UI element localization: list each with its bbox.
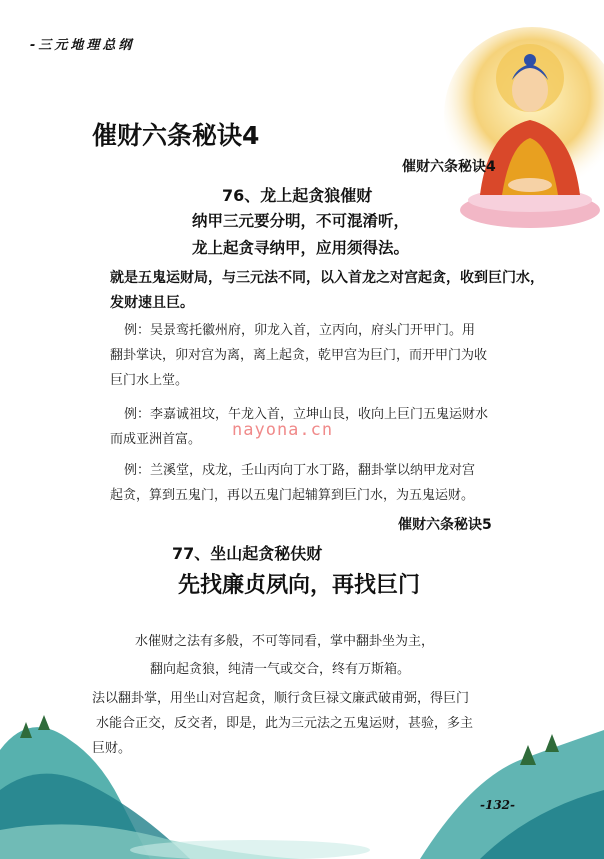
- subtitle-right-1: 催财六条秘诀4: [402, 159, 496, 175]
- section-76-verse-line-2: 龙上起贪寻纳甲，应用须得法。: [192, 239, 410, 257]
- example-3: [110, 458, 570, 508]
- example-2: [110, 402, 570, 452]
- example-1: [110, 318, 570, 393]
- section-77-verse-line-2: 翻向起贪狼，纯清一气或交合，终有万斯箱。: [150, 662, 411, 677]
- buddha-illustration: [440, 20, 604, 235]
- watermark: nayona.cn: [232, 420, 334, 440]
- section-76-heading: 76、龙上起贪狼催财: [222, 186, 373, 205]
- section-77-heading: 77、坐山起贪秘伕财: [172, 544, 323, 563]
- example-3-line-2: 起贪，算到五鬼门，再以五鬼门起辅算到巨门水，为五鬼运财。: [110, 488, 475, 503]
- section-76-paragraph: 就是五鬼运财局，与三元法不同，以入首龙之对宫起贪，收到巨门水，发财速且巨。: [110, 270, 544, 311]
- example-2-line-1: 例：李嘉诚祖坟，午龙入首，立坤山艮，收向上巨门五鬼运财水: [124, 407, 489, 422]
- example-1-line-3: 巨门水上堂。: [110, 373, 189, 388]
- example-2-line-2: 而成亚洲首富。: [110, 432, 202, 447]
- section-77-paragraph-line-1: 法以翻卦掌，用坐山对宫起贪，顺行贪巨禄文廉武破甫弼，得巨门: [92, 691, 470, 706]
- section-77-verse-line-1: 水催财之法有多般，不可等同看，掌中翻卦坐为主，: [135, 634, 435, 649]
- section-77-paragraph-line-2: 水能合正交，反交者，即是，此为三元法之五鬼运财，甚验，多主: [96, 716, 474, 731]
- example-3-line-1: 例：兰溪堂，戍龙，壬山丙向丁水丁路，翻卦掌以纳甲龙对宫: [124, 463, 476, 478]
- document-header: -三元地理总纲: [30, 38, 135, 53]
- subtitle-right-2: 催财六条秘诀5: [398, 517, 492, 533]
- section-77-big-heading: 先找廉贞夙向，再找巨门: [178, 573, 421, 598]
- example-1-line-1: 例：吴景鸾托徽州府，卯龙入首，立丙向，府头门开甲门。用: [124, 323, 476, 338]
- page-number: -132-: [480, 798, 516, 812]
- section-77-paragraph-line-3: 巨财。: [92, 741, 132, 756]
- section-77-paragraph: [92, 686, 572, 761]
- page-title: 催财六条秘诀4: [92, 121, 260, 150]
- section-76-verse-line-1: 纳甲三元要分明，不可混淆听，: [192, 212, 410, 230]
- example-1-line-2: 翻卦掌诀，卯对宫为离，离上起贪，乾甲宫为巨门，而开甲门为收: [110, 348, 488, 363]
